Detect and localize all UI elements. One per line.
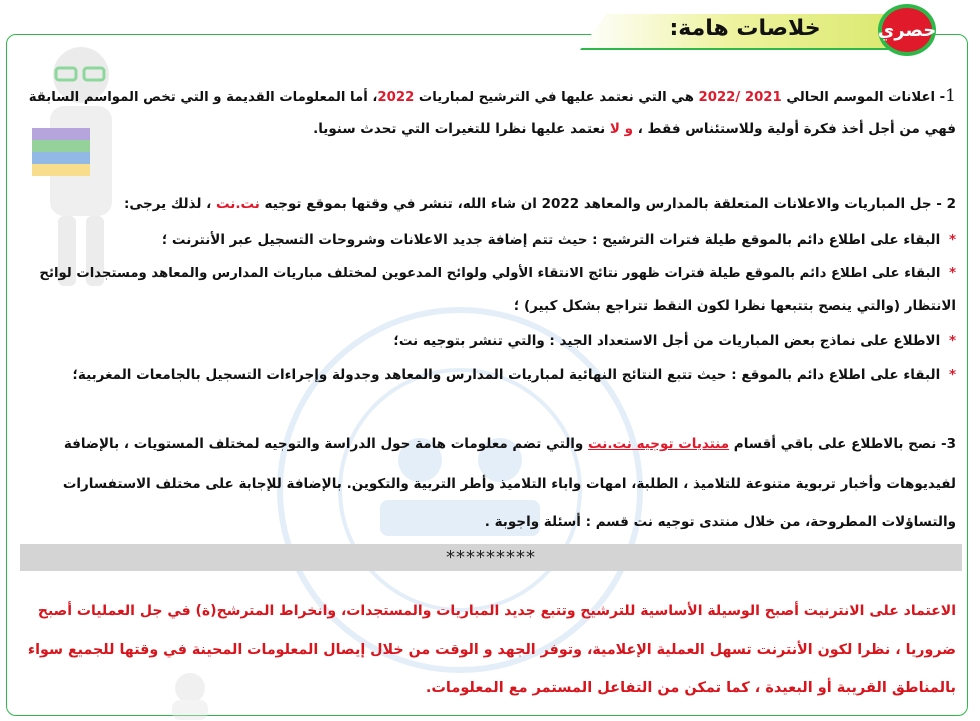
conclusion-line-3: بالمناطق القريبة أو البعيدة ، كما تمكن من التفاعل المستمر مع المعلومات. [425,680,956,696]
item-1-line-2: فهي من أجل أخذ فكرة أولية وللاستئناس فقط ، و لا نعتمد عليها نظرا للتغيرات التي تحدث سنويا. [313,121,956,137]
season-years: 2021 /2022 [698,90,782,105]
item-2-heading: 2 - جل المباريات والاعلانات المتعلقة بالمدارس والمعاهد 2022 ان شاء الله، تنشر في وقتها بموقع توجيه نت.نت ، لذلك يرجى: [123,196,956,212]
forum-link[interactable]: منتديات توجيه نت.نت [588,436,730,452]
exclusive-badge: حصري [878,4,936,56]
item-1-line-1: 1- اعلانات الموسم الحالي 2021 /2022 هي التي نعتمد عليها في الترشيح لمباريات 2022، أما المعلومات القديمة و التي تخص المواسم السابقة [28,86,956,106]
item-2-bullet-1: * البقاء على اطلاع دائم بالموقع طيلة فترات الترشيح : حيث تتم إضافة جديد الاعلانات وشروحات التسجيل عبر الأنترنت ؛ [161,232,956,248]
site-mention: بموقع توجيه نت.نت [215,196,347,212]
item-2-bullet-2-cont: الانتظار (والتي ينصح بتتبعها نظرا لكون النقط تتراجع بشكل كبير) ؛ [513,298,956,314]
item-3-line-2: لفيديوهات وأخبار تربوية متنوعة للتلاميذ ، الطلبة، امهات واباء التلاميذ وأطر التربية والتكوين. بالإضافة للإجابة على مختلف الاستفسارات [62,476,956,492]
item-2-bullet-3: * الاطلاع على نماذج بعض المباريات من أجل الاستعداد الجيد : والتي تنشر بتوجيه نت؛ [393,333,956,349]
conclusion-line-2: ضروريا ، نظرا لكون الأنترنت تسهل العملية الإعلامية، وتوفر الجهد و الوقت من خلال إيصال المعلومات المحينة في وقتها للجميع سواء [27,642,956,658]
item-3-line-3: والتساؤلات المطروحة، من خلال منتدى توجيه نت قسم : أسئلة واجوبة . [484,514,956,530]
item-2-bullet-2: * البقاء على اطلاع دائم بالموقع طيلة فترات ظهور نتائج الانتقاء الأولي ولوائح المدعوين لمختلف مباريات المدارس والمعاهد ومستجدات لوائح [39,266,956,281]
item-3-line-1: 3- نصح بالاطلاع على باقي أقسام منتديات توجيه نت.نت والتي تضم معلومات هامة حول الدراسة والتوجيه لمختلف المستويات ، بالإضافة [63,436,956,452]
item-2-bullet-4: * البقاء على اطلاع دائم بالموقع : حيث تتبع النتائج النهائية لمباريات المدارس والمعاهد وجدولة وإجراءات التسجيل بالجامعات المغربية؛ [72,367,956,383]
separator-bar: ********* [20,544,962,571]
page-title: خلاصات هامة: [669,16,821,41]
conclusion-line-1: الاعتماد على الانترنيت أصبح الوسيلة الأساسية للترشيح وتتبع جديد المباريات والمستجدات، وانخراط المترشح(ة) في جل العمليات أصبح [37,603,956,619]
